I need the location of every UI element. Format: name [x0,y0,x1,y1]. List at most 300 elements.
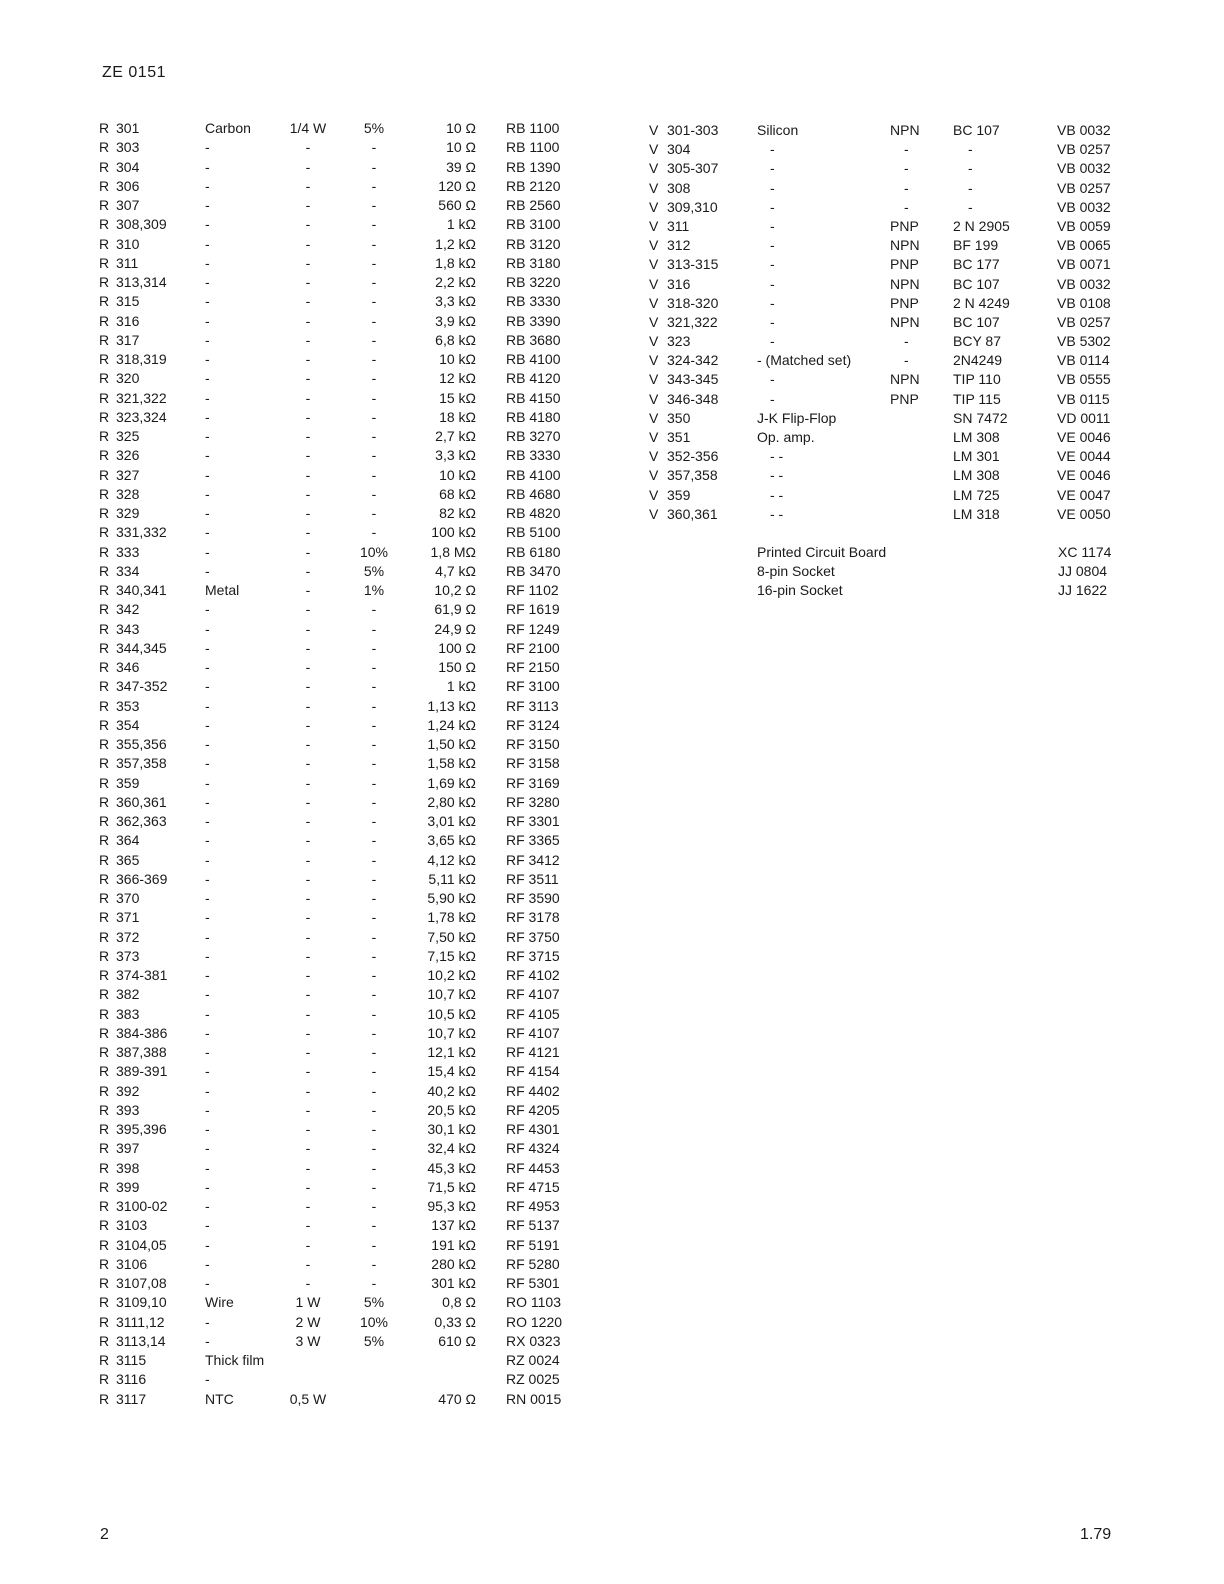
resistor-tolerance: - [371,1005,377,1022]
semiconductor-type: - [770,256,775,273]
resistor-row [0,1082,600,1101]
resistor-value: 15,4 kΩ [427,1063,476,1080]
semiconductor-designator-prefix: V [649,448,659,465]
resistor-row [0,928,600,947]
resistor-value: 10 kΩ [439,466,476,483]
resistor-type: - [205,986,210,1003]
resistor-designator-number: 315 [116,293,140,310]
semiconductor-type: J-K Flip-Flop [757,409,837,426]
resistor-designator-number: 371 [116,909,140,926]
resistor-row [0,889,600,908]
resistor-designator-number: 399 [116,1178,140,1195]
resistor-tolerance: - [371,774,377,791]
resistor-part-code: RB 4820 [506,505,561,521]
resistor-tolerance: - [371,447,377,464]
resistor-value: 120 Ω [438,177,476,194]
semiconductor-row [0,505,1224,524]
semiconductor-designator-number: 313-315 [667,256,719,273]
resistor-power: - [305,466,311,483]
semiconductor-type: - [770,313,775,330]
semiconductor-part-code: VE 0050 [1057,505,1111,522]
resistor-tolerance: - [371,639,377,656]
resistor-designator-prefix: R [99,1159,110,1176]
resistor-part-code: RF 1619 [506,601,560,618]
resistor-designator-number: 362,363 [116,813,167,829]
resistor-type: - [205,1082,210,1099]
resistor-designator-number: 301 [116,120,140,136]
semiconductor-row [0,351,1224,370]
resistor-row [0,870,600,889]
resistor-value: 1,2 kΩ [435,235,476,252]
resistor-row [0,1024,600,1043]
semiconductor-designator-number: 305-307 [667,160,719,177]
resistor-value: 20,5 kΩ [427,1101,476,1118]
resistor-part-code: RF 3412 [506,851,560,868]
resistor-value: 3,01 kΩ [427,813,476,829]
resistor-part-code: RF 3590 [506,890,560,906]
resistor-designator-number: 3107,08 [116,1275,167,1291]
resistor-designator-prefix: R [99,1121,110,1137]
semiconductor-designator-number: 301-303 [667,122,719,138]
resistor-power: - [305,274,311,290]
resistor-part-code: RB 3180 [506,254,561,271]
resistor-designator-prefix: R [99,505,110,521]
resistor-row [0,1332,600,1351]
resistor-designator-prefix: R [99,1217,110,1234]
resistor-designator-prefix: R [99,1352,110,1368]
resistor-designator-number: 357,358 [116,755,167,772]
resistor-power: - [305,177,311,194]
resistor-designator-prefix: R [99,1044,110,1060]
resistor-value: 61,9 Ω [434,601,476,618]
resistor-type: - [205,851,210,868]
semiconductor-device: 2 N 2905 [953,217,1010,234]
resistor-row [0,658,600,677]
resistor-type: - [205,1024,210,1041]
resistor-power: 3 W [295,1332,321,1349]
resistor-designator-number: 317 [116,331,140,348]
resistor-designator-number: 325 [116,428,140,444]
resistor-tolerance: - [371,909,377,926]
resistor-type: - [205,736,210,752]
resistor-designator-number: 316 [116,312,140,329]
resistor-power: - [305,947,311,964]
resistor-designator-prefix: R [99,678,110,695]
resistor-part-code: RF 3113 [506,697,559,714]
resistor-row [0,1351,600,1370]
resistor-part-code: RF 4154 [506,1063,560,1080]
resistor-designator-prefix: R [99,235,110,252]
resistor-designator-prefix: R [99,1275,110,1291]
resistor-value: 10,2 Ω [434,582,476,598]
resistor-tolerance: - [371,967,377,983]
resistor-designator-prefix: R [99,928,110,945]
semiconductor-designator-number: 309,310 [667,198,718,215]
semiconductor-device: - [968,198,973,215]
resistor-designator-prefix: R [99,851,110,868]
resistor-designator-number: 3116 [116,1371,147,1388]
resistor-value: 3,3 kΩ [435,447,476,464]
semiconductor-part-code: VD 0011 [1057,409,1111,426]
resistor-type: - [205,1121,210,1137]
resistor-part-code: RB 3220 [506,274,561,290]
resistor-power: - [305,1044,311,1060]
semiconductor-device: TIP 115 [953,390,1001,407]
semiconductor-part-code: VE 0044 [1057,448,1111,465]
resistor-row [0,1313,600,1332]
resistor-power: - [305,813,311,829]
semiconductor-designator-prefix: V [649,256,659,273]
resistor-part-code: RZ 0025 [506,1371,560,1388]
semiconductor-row [0,428,1224,447]
resistor-power: - [305,601,311,618]
resistor-type: - [205,1236,210,1253]
resistor-row [0,812,600,831]
resistor-part-code: RF 3100 [506,678,560,695]
semiconductor-designator-prefix: V [649,467,659,484]
semiconductor-designator-prefix: V [649,275,659,292]
resistor-tolerance: 5% [363,120,385,136]
resistor-designator-number: 311 [116,254,139,271]
semiconductor-row [0,370,1224,389]
resistor-power: - [305,736,311,752]
resistor-tolerance: - [371,1063,377,1080]
resistor-power: - [305,774,311,791]
resistor-designator-prefix: R [99,1390,110,1407]
semiconductor-designator-prefix: V [649,429,659,445]
semiconductor-row [0,409,1224,428]
resistor-power: - [305,909,311,926]
other-part-code: JJ 0804 [1058,563,1108,580]
semiconductor-designator-prefix: V [649,371,659,388]
resistor-type: NTC [205,1390,234,1407]
resistor-designator-number: 3109,10 [116,1294,167,1311]
resistor-type: - [205,1313,210,1330]
semiconductor-row [0,255,1224,274]
semiconductor-device: BC 177 [953,256,1000,273]
resistor-power: - [305,1063,311,1080]
resistor-part-code: RF 3750 [506,928,560,945]
resistor-power: - [305,716,311,733]
resistor-tolerance: - [371,890,377,906]
resistor-value: 68 kΩ [439,485,476,502]
semiconductor-designator-prefix: V [649,333,659,350]
resistor-tolerance: 1% [363,582,385,598]
semiconductor-polarity: - [904,198,909,215]
semiconductor-device: LM 308 [953,429,1000,445]
resistor-designator-prefix: R [99,1024,110,1041]
semiconductor-part-code: VE 0046 [1057,467,1111,484]
resistor-power: - [305,447,311,464]
resistor-designator-number: 374-381 [116,967,168,983]
resistor-row [0,639,600,658]
resistor-designator-prefix: R [99,1294,110,1311]
resistor-type: - [205,1332,210,1349]
resistor-designator-number: 3104,05 [116,1236,167,1253]
resistor-designator-number: 331,332 [116,524,167,541]
semiconductor-part-code: VB 0059 [1057,217,1111,234]
resistor-value: 10,2 kΩ [427,967,476,983]
resistor-designator-prefix: R [99,1198,110,1214]
resistor-designator-number: 373 [116,947,140,964]
resistor-type: - [205,1371,210,1388]
semiconductor-polarity: PNP [890,256,919,273]
resistor-row [0,1178,600,1197]
semiconductor-polarity: - [904,160,909,177]
resistor-designator-prefix: R [99,909,110,926]
resistor-part-code: RZ 0024 [506,1352,560,1368]
resistor-designator-prefix: R [99,890,110,906]
semiconductor-part-code: VB 0108 [1057,294,1111,311]
semiconductor-part-code: VB 0032 [1057,160,1111,177]
resistor-value: 610 Ω [438,1332,476,1349]
semiconductor-row [0,447,1224,466]
resistor-designator-number: 387,388 [116,1044,167,1060]
resistor-power: - [305,216,311,233]
resistor-type: - [205,428,210,444]
semiconductor-device: LM 308 [953,467,1000,484]
resistor-tolerance: - [371,466,377,483]
semiconductor-part-code: VB 0065 [1057,237,1111,254]
resistor-tolerance: - [371,1024,377,1041]
resistor-part-code: RF 5137 [506,1217,560,1234]
resistor-power: - [305,1275,311,1291]
resistor-value: 1,58 kΩ [427,755,476,772]
semiconductor-device: - [968,141,973,158]
resistor-type: Metal [205,582,240,598]
semiconductor-designator-prefix: V [649,313,659,330]
resistor-designator-number: 326 [116,447,140,464]
resistor-power: - [305,312,311,329]
resistor-designator-prefix: R [99,1313,110,1330]
resistor-part-code: RF 5191 [506,1236,560,1253]
resistor-power: - [305,986,311,1003]
resistor-power: - [305,1255,311,1272]
semiconductor-type: - [770,333,775,350]
resistor-power: - [305,1217,311,1234]
page-number: 2 [100,1526,109,1543]
resistor-type: - [205,1140,210,1157]
resistor-tolerance: - [371,986,377,1003]
semiconductor-designator-number: 312 [667,237,691,254]
resistor-value: 39 Ω [446,158,476,175]
resistor-designator-number: 382 [116,986,140,1003]
resistor-type: - [205,485,210,502]
resistor-part-code: RF 3715 [506,947,560,964]
resistor-type: - [205,1005,210,1022]
resistor-tolerance: - [371,331,377,348]
resistor-designator-number: 353 [116,697,140,714]
semiconductor-type: - [770,217,775,234]
resistor-value: 1,24 kΩ [427,716,476,733]
semiconductor-row [0,217,1224,236]
semiconductor-designator-prefix: V [649,409,659,426]
resistor-designator-number: 392 [116,1082,140,1099]
resistor-power: - [305,659,311,675]
semiconductor-designator-prefix: V [649,390,659,407]
resistor-type: - [205,1275,210,1291]
page-date: 1.79 [1080,1526,1112,1543]
resistor-designator-prefix: R [99,158,110,175]
resistor-power: 1 W [295,1294,321,1311]
other-part-row [0,543,1224,562]
resistor-row [0,947,600,966]
semiconductor-type: - [770,237,775,254]
resistor-type: - [205,716,210,733]
resistor-type: - [205,274,210,290]
resistor-designator-number: 360,361 [116,793,167,810]
resistor-designator-prefix: R [99,832,110,849]
resistor-type: - [205,1101,210,1118]
resistor-power: - [305,678,311,695]
resistor-part-code: RF 4121 [506,1044,560,1060]
resistor-row [0,1293,600,1312]
resistor-designator-prefix: R [99,1371,110,1388]
resistor-value: 1 kΩ [446,678,476,695]
resistor-row [0,774,600,793]
resistor-value: 100 Ω [438,639,476,656]
resistor-tolerance: - [371,1275,377,1291]
resistor-designator-prefix: R [99,466,110,483]
resistor-designator-prefix: R [99,697,110,714]
resistor-value: 280 kΩ [431,1255,476,1272]
resistor-type: - [205,967,210,983]
semiconductor-row [0,198,1224,217]
semiconductor-designator-prefix: V [649,237,659,254]
resistor-value: 12 kΩ [439,370,476,387]
page-id: ZE 0151 [102,64,166,81]
resistor-tolerance: - [371,1255,377,1272]
resistor-power: - [305,139,311,156]
resistor-type: - [205,447,210,464]
semiconductor-polarity: PNP [890,294,919,311]
resistor-type: Thick film [205,1352,265,1368]
resistor-designator-number: 354 [116,716,140,733]
resistor-tolerance: - [371,813,377,829]
resistor-tolerance: - [371,428,377,444]
resistor-designator-prefix: R [99,139,110,156]
resistor-tolerance: - [371,1159,377,1176]
resistor-power: 1/4 W [289,120,327,136]
semiconductor-device: LM 725 [953,486,1000,503]
resistor-row [0,523,600,542]
resistor-type: - [205,870,210,887]
semiconductor-row [0,332,1224,351]
resistor-part-code: RF 4105 [506,1005,560,1022]
resistor-designator-number: 346 [116,659,140,675]
resistor-part-code: RB 5100 [506,524,561,541]
resistor-type: - [205,890,210,906]
resistor-power: - [305,197,311,213]
resistor-part-code: RF 3365 [506,832,560,849]
resistor-type: - [205,543,210,560]
resistor-type: - [205,235,210,252]
semiconductor-device: SN 7472 [953,409,1008,426]
semiconductor-row [0,140,1224,159]
resistor-type: - [205,639,210,656]
resistor-part-code: RB 6180 [506,543,561,560]
resistor-part-code: RB 3120 [506,235,561,252]
resistor-power: - [305,697,311,714]
resistor-tolerance: - [371,1198,377,1214]
resistor-type: Carbon [205,120,251,136]
resistor-value: 3,3 kΩ [435,293,476,310]
resistor-designator-prefix: R [99,1140,110,1157]
resistor-tolerance: - [371,274,377,290]
resistor-tolerance: - [371,351,377,367]
semiconductor-designator-prefix: V [649,486,659,503]
semiconductor-part-code: VB 0032 [1057,198,1111,215]
semiconductor-polarity: - [904,333,909,350]
semiconductor-device: - [968,179,973,196]
resistor-part-code: RF 2100 [506,639,560,656]
resistor-part-code: RF 5280 [506,1255,560,1272]
other-part-description: 16-pin Socket [757,582,843,599]
resistor-row [0,697,600,716]
semiconductor-polarity: NPN [890,275,920,292]
resistor-designator-number: 398 [116,1159,140,1176]
resistor-power: - [305,158,311,175]
resistor-designator-number: 310 [116,235,140,252]
resistor-designator-prefix: R [99,274,110,290]
resistor-type: - [205,351,210,367]
resistor-value: 30,1 kΩ [427,1121,476,1137]
resistor-designator-prefix: R [99,774,110,791]
semiconductor-device: BF 199 [953,237,999,254]
resistor-type: - [205,678,210,695]
resistor-type: - [205,331,210,348]
semiconductor-type: - [770,371,775,388]
resistor-part-code: RB 4100 [506,351,561,367]
resistor-tolerance: - [371,139,377,156]
resistor-type: - [205,177,210,194]
resistor-part-code: RF 5301 [506,1275,560,1291]
semiconductor-polarity: - [904,179,909,196]
resistor-type: - [205,620,210,637]
other-part-code: XC 1174 [1058,544,1112,560]
resistor-power: - [305,370,311,387]
semiconductor-row [0,275,1224,294]
resistor-part-code: RB 1390 [506,158,561,175]
resistor-part-code: RB 4150 [506,389,561,406]
semiconductor-type: Op. amp. [757,429,815,445]
semiconductor-row [0,313,1224,332]
semiconductor-row [0,236,1224,255]
resistor-designator-prefix: R [99,1236,110,1253]
resistor-part-code: RF 3150 [506,736,560,752]
resistor-value: 560 Ω [438,197,476,213]
resistor-power: - [305,1005,311,1022]
semiconductor-table [0,121,1224,524]
resistor-value: 5,11 kΩ [428,870,476,887]
resistor-designator-prefix: R [99,389,110,406]
resistor-power: - [305,928,311,945]
resistor-designator-prefix: R [99,1082,110,1099]
resistor-designator-number: 3106 [116,1255,148,1272]
resistor-tolerance: - [371,659,377,675]
resistor-designator-prefix: R [99,986,110,1003]
semiconductor-designator-number: 346-348 [667,390,719,407]
resistor-part-code: RB 3330 [506,447,561,464]
resistor-value: 4,12 kΩ [427,851,476,868]
resistor-tolerance: - [371,1082,377,1099]
resistor-row [0,1139,600,1158]
resistor-tolerance: - [371,408,377,425]
resistor-type: - [205,254,210,271]
semiconductor-row [0,179,1224,198]
resistor-designator-prefix: R [99,447,110,464]
resistor-row [0,793,600,812]
